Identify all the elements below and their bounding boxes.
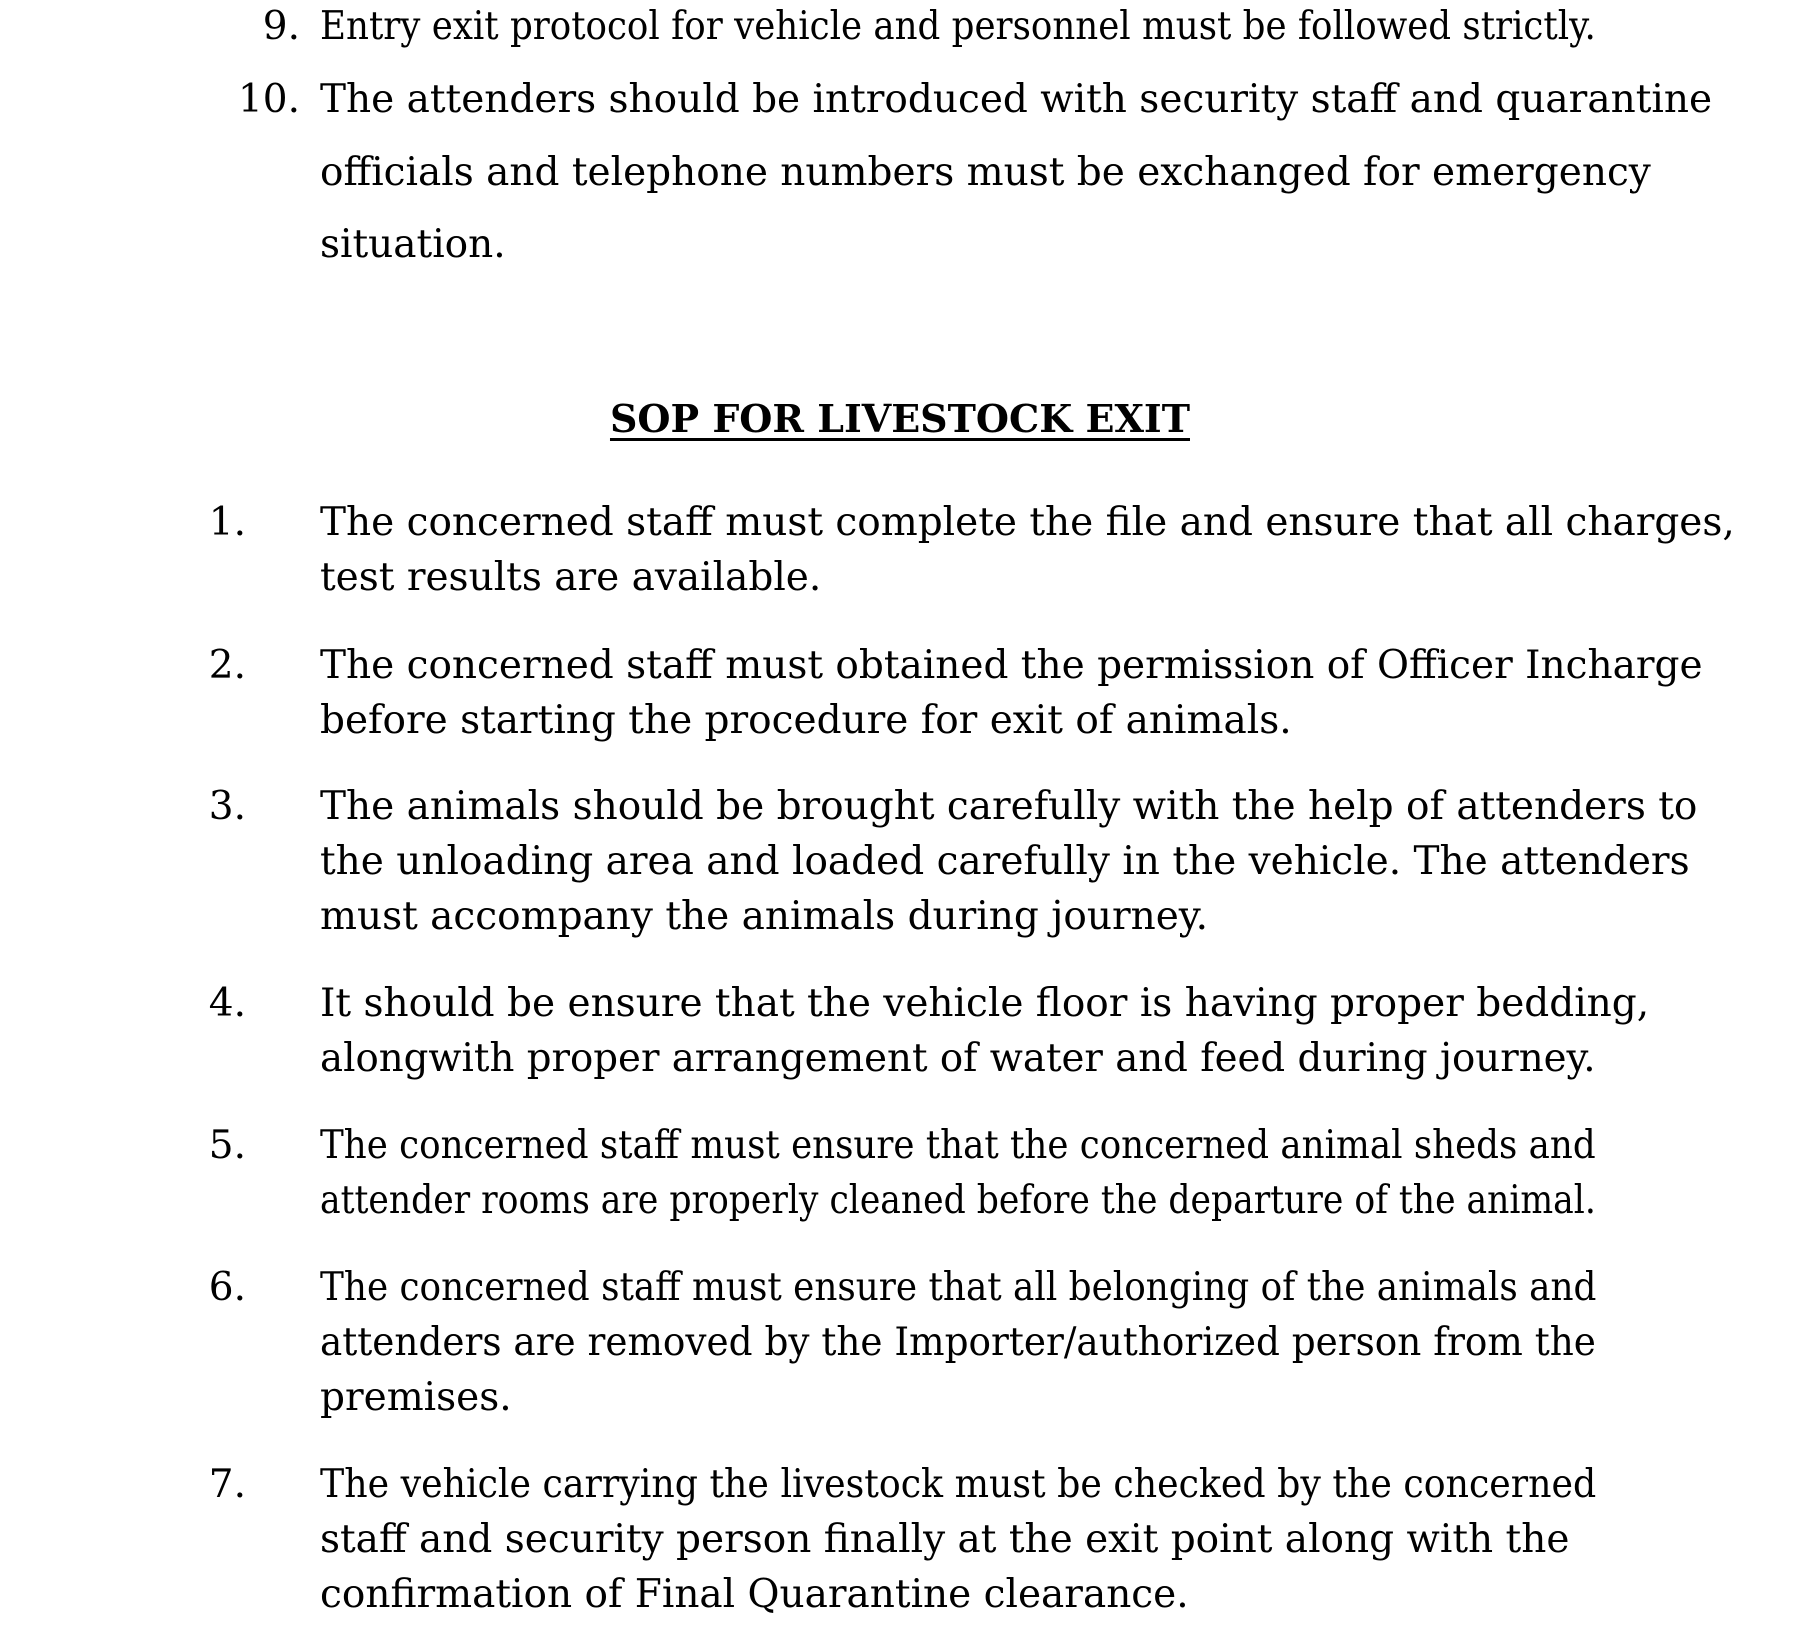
list-number: 3. <box>208 784 246 829</box>
list-text-line: The attenders should be introduced with security staff and quarantine <box>320 77 1713 122</box>
list-text-line: The concerned staff must complete the file and ensure that all charges, <box>320 500 1735 545</box>
list-number: 9. <box>262 4 300 49</box>
list-text-line: The concerned staff must ensure that the concerned animal sheds and <box>320 1123 1596 1168</box>
section-heading: SOP FOR LIVESTOCK EXIT <box>609 396 1190 441</box>
list-number: 7. <box>208 1462 246 1507</box>
list-text-line: It should be ensure that the vehicle floor is having proper bedding, <box>320 981 1650 1026</box>
list-number: 2. <box>208 643 246 688</box>
list-text-line: alongwith proper arrangement of water and feed during journey. <box>320 1036 1596 1081</box>
list-number: 5. <box>208 1123 246 1168</box>
list-text-line: must accompany the animals during journey. <box>320 894 1209 939</box>
list-text-line: Entry exit protocol for vehicle and personnel must be followed strictly. <box>320 4 1596 49</box>
list-text-line: the unloading area and loaded carefully in the vehicle. The attenders <box>320 839 1690 884</box>
list-text-line: officials and telephone numbers must be exchanged for emergency <box>320 150 1651 195</box>
list-number: 4. <box>208 981 246 1026</box>
list-text-line: attender rooms are properly cleaned before the departure of the animal. <box>320 1178 1596 1223</box>
list-text-line: confirmation of Final Quarantine clearance. <box>320 1572 1189 1617</box>
list-text-line: premises. <box>320 1375 512 1420</box>
list-text-line: attenders are removed by the Importer/authorized person from the <box>320 1320 1596 1365</box>
list-text-line: test results are available. <box>320 555 822 600</box>
list-number: 1. <box>208 500 246 545</box>
list-text-line: The animals should be brought carefully with the help of attenders to <box>320 784 1698 829</box>
list-text-line: The concerned staff must ensure that all belonging of the animals and <box>320 1265 1597 1310</box>
list-text-line: staff and security person finally at the exit point along with the <box>320 1517 1570 1562</box>
list-text-line: situation. <box>320 222 506 267</box>
list-text-line: The vehicle carrying the livestock must be checked by the concerned <box>320 1462 1597 1507</box>
list-text-line: The concerned staff must obtained the permission of Officer Incharge <box>320 643 1703 688</box>
list-text-line: before starting the procedure for exit of animals. <box>320 698 1292 743</box>
list-number: 6. <box>208 1265 246 1310</box>
list-number: 10. <box>237 77 300 122</box>
